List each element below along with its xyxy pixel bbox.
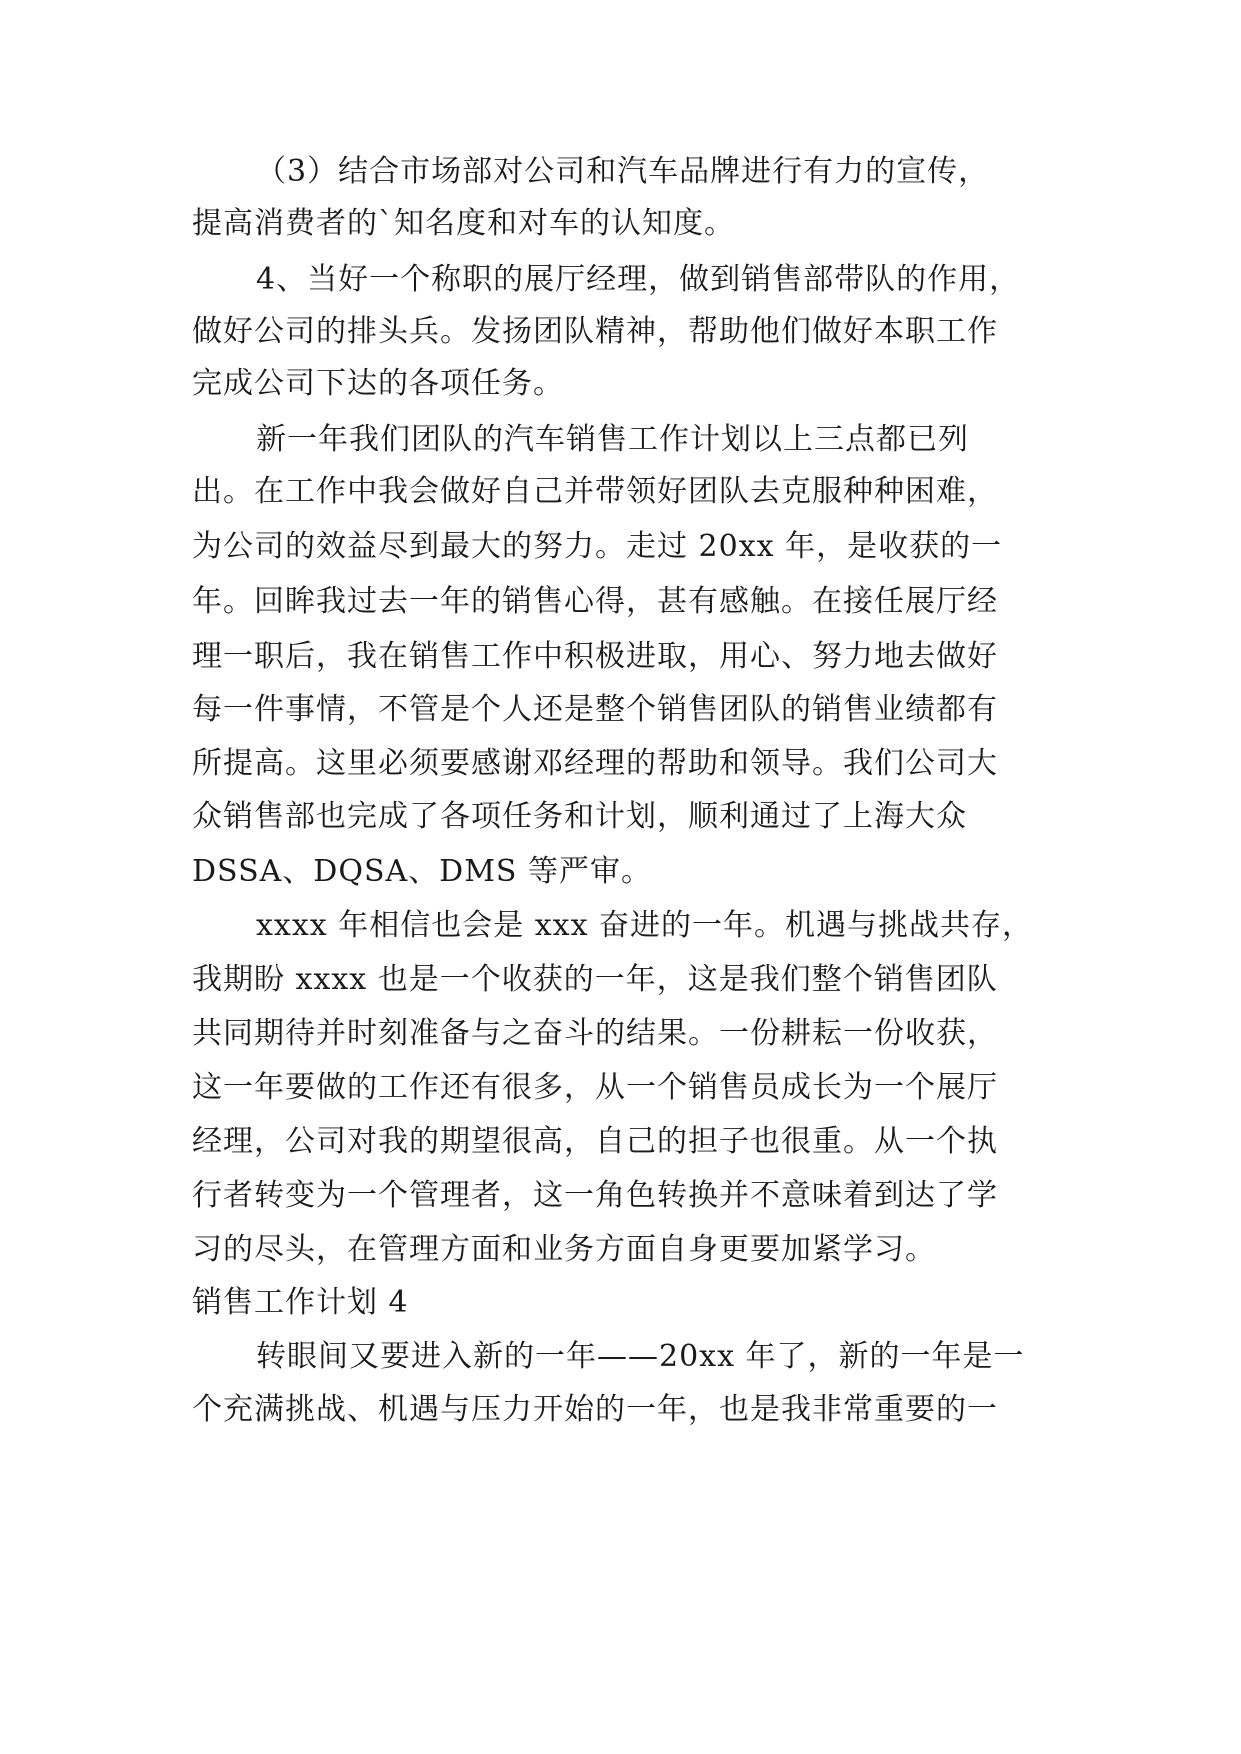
text-line: DSSA、DQSA、DMS 等严审。 <box>192 854 653 889</box>
text-line: 为公司的效益尽到最大的努力。走过 20xx 年，是收获的一 <box>192 529 1003 564</box>
text-line: 习的尽头，在管理方面和业务方面自身更要加紧学习。 <box>192 1232 936 1267</box>
text-line: 每一件事情，不管是个人还是整个销售团队的销售业绩都有 <box>192 692 998 727</box>
text-line: 出。在工作中我会做好自己并带领好团队去克服种种困难， <box>192 474 998 509</box>
text-line: 我期盼 xxxx 也是一个收获的一年，这是我们整个销售团队 <box>192 962 998 997</box>
section-heading: 销售工作计划 4 <box>192 1285 409 1320</box>
text-line: xxxx 年相信也会是 xxx 奋进的一年。机遇与挑战共存， <box>256 908 1034 943</box>
text-line: 共同期待并时刻准备与之奋斗的结果。一份耕耘一份收获， <box>192 1016 998 1051</box>
text-line: 4、当好一个称职的展厅经理，做到销售部带队的作用， <box>256 262 1021 297</box>
text-line: 经理，公司对我的期望很高，自己的担子也很重。从一个执 <box>192 1124 998 1159</box>
text-line: （3）结合市场部对公司和汽车品牌进行有力的宣传， <box>256 154 990 189</box>
text-line: 行者转变为一个管理者，这一角色转换并不意味着到达了学 <box>192 1178 998 1213</box>
text-line: 转眼间又要进入新的一年——20xx 年了，新的一年是一 <box>256 1339 1025 1374</box>
text-line: 个充满挑战、机遇与压力开始的一年，也是我非常重要的一 <box>192 1392 998 1427</box>
text-line: 理一职后，我在销售工作中积极进取，用心、努力地去做好 <box>192 639 998 674</box>
text-line: 所提高。这里必须要感谢邓经理的帮助和领导。我们公司大 <box>192 746 998 781</box>
text-line: 做好公司的排头兵。发扬团队精神，帮助他们做好本职工作 <box>192 314 998 349</box>
text-line: 新一年我们团队的汽车销售工作计划以上三点都已列 <box>256 422 969 457</box>
text-line: 完成公司下达的各项任务。 <box>192 366 564 401</box>
text-line: 提高消费者的`知名度和对车的认知度。 <box>192 206 735 241</box>
text-line: 众销售部也完成了各项任务和计划，顺利通过了上海大众 <box>192 799 967 834</box>
text-line: 这一年要做的工作还有很多，从一个销售员成长为一个展厅 <box>192 1070 998 1105</box>
text-line: 年。回眸我过去一年的销售心得，甚有感触。在接任展厅经 <box>192 584 998 619</box>
